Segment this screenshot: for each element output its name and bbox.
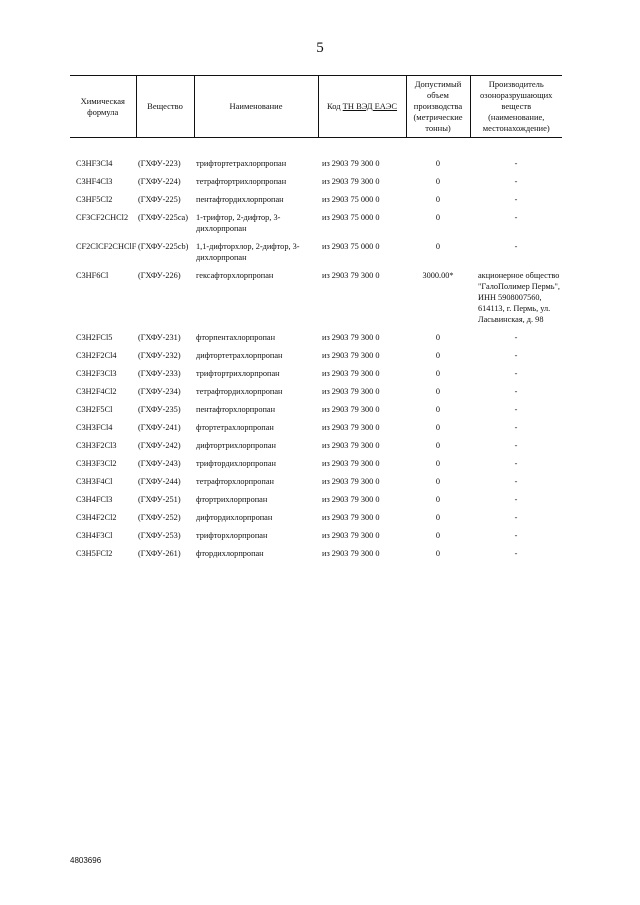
cell-name: дифтортетрахлорпропан xyxy=(196,351,283,360)
cell-code: из 2903 79 300 0 xyxy=(322,477,380,486)
table-row xyxy=(70,176,562,194)
cell-name: 1-трифтор, 2-дифтор, 3-дихлорпропан xyxy=(196,213,281,233)
cell-code: из 2903 79 300 0 xyxy=(322,333,380,342)
cell-producer: - xyxy=(514,213,518,222)
cell-formula: C3HF6Cl xyxy=(76,271,109,280)
cell-name: трифторхлорпропан xyxy=(196,531,268,540)
cell-producer: - xyxy=(514,549,518,558)
substances-table-wrapper xyxy=(70,75,562,566)
cell-substance: (ГХФУ-223) xyxy=(138,159,181,168)
cell-producer: - xyxy=(514,423,518,432)
cell-formula: CF3CF2CHCl2 xyxy=(76,213,129,222)
cell-volume: 0 xyxy=(435,177,441,186)
cell-name: 1,1-дифторхлор, 2-дифтор, 3-дихлорпропан xyxy=(196,242,300,262)
cell-code: из 2903 79 300 0 xyxy=(322,177,380,186)
cell-volume: 0 xyxy=(435,513,441,522)
table-row xyxy=(70,194,562,212)
cell-producer: акционерное общество "ГалоПолимер Пермь", ИНН 5908007560, 614113, г. Пермь, ул. Ласьвинская, д. 98 xyxy=(478,271,560,324)
cell-code: из 2903 79 300 0 xyxy=(322,513,380,522)
cell-code: из 2903 79 300 0 xyxy=(322,441,380,450)
table-row xyxy=(70,158,562,176)
cell-volume: 0 xyxy=(435,477,441,486)
page-number: 5 xyxy=(316,40,324,56)
cell-volume: 0 xyxy=(435,405,441,414)
cell-name: фторпентахлорпропан xyxy=(196,333,276,342)
table-row xyxy=(70,332,562,350)
cell-producer: - xyxy=(514,333,518,342)
cell-formula: C3H2FCl5 xyxy=(76,333,113,342)
cell-formula: C3H3F4Cl xyxy=(76,477,113,486)
table-row xyxy=(70,440,562,458)
table-row xyxy=(70,476,562,494)
cell-formula: C3H3F2Cl3 xyxy=(76,441,117,450)
cell-formula: C3HF4Cl3 xyxy=(76,177,113,186)
cell-formula: C3HF5Cl2 xyxy=(76,195,113,204)
table-row xyxy=(70,548,562,566)
cell-name: фтортрихлорпропан xyxy=(196,495,268,504)
cell-producer: - xyxy=(514,369,518,378)
cell-producer: - xyxy=(514,477,518,486)
cell-name: дифтордихлорпропан xyxy=(196,513,273,522)
cell-substance: (ГХФУ-243) xyxy=(138,459,181,468)
cell-name: фтордихлорпропан xyxy=(196,549,264,558)
cell-producer: - xyxy=(514,513,518,522)
cell-producer: - xyxy=(514,159,518,168)
cell-producer: - xyxy=(514,459,518,468)
cell-producer: - xyxy=(514,242,518,251)
cell-formula: C3H2F3Cl3 xyxy=(76,369,117,378)
cell-producer: - xyxy=(514,531,518,540)
cell-code: из 2903 75 000 0 xyxy=(322,213,380,222)
cell-code: из 2903 79 300 0 xyxy=(322,423,380,432)
cell-code: из 2903 79 300 0 xyxy=(322,387,380,396)
table-header-row xyxy=(70,76,562,138)
header-producer: Производитель озоноразрушающих веществ (наименование, местонахождение) xyxy=(470,76,562,138)
cell-formula: C3H5FCl2 xyxy=(76,549,113,558)
cell-volume: 0 xyxy=(435,531,441,540)
cell-code: из 2903 79 300 0 xyxy=(322,459,380,468)
table-row xyxy=(70,386,562,404)
cell-substance: (ГХФУ-233) xyxy=(138,369,181,378)
cell-producer: - xyxy=(514,387,518,396)
cell-name: трифтортрихлорпропан xyxy=(196,369,280,378)
cell-volume: 0 xyxy=(435,549,441,558)
table-row xyxy=(70,494,562,512)
header-name: Наименование xyxy=(194,76,318,138)
cell-substance: (ГХФУ-252) xyxy=(138,513,181,522)
cell-name: дифтортрихлорпропан xyxy=(196,441,276,450)
cell-substance: (ГХФУ-242) xyxy=(138,441,181,450)
cell-substance: (ГХФУ-253) xyxy=(138,531,181,540)
cell-substance: (ГХФУ-251) xyxy=(138,495,181,504)
header-code xyxy=(318,76,406,138)
cell-volume: 0 xyxy=(435,159,441,168)
cell-substance: (ГХФУ-234) xyxy=(138,387,181,396)
cell-substance: (ГХФУ-235) xyxy=(138,405,181,414)
cell-volume: 0 xyxy=(435,441,441,450)
cell-name: трифтортетрахлорпропан xyxy=(196,159,287,168)
cell-name: тетрафторхлорпропан xyxy=(196,477,274,486)
cell-code: из 2903 79 300 0 xyxy=(322,369,380,378)
cell-name: пентафтордихлорпропан xyxy=(196,195,284,204)
header-substance: Вещество xyxy=(136,76,194,138)
cell-name: пентафторхлорпропан xyxy=(196,405,276,414)
cell-name: фтортетрахлорпропан xyxy=(196,423,274,432)
cell-substance: (ГХФУ-232) xyxy=(138,351,181,360)
cell-producer: - xyxy=(514,441,518,450)
cell-producer: - xyxy=(514,351,518,360)
cell-producer: - xyxy=(514,195,518,204)
cell-code: из 2903 75 000 0 xyxy=(322,242,380,251)
cell-volume: 0 xyxy=(435,333,441,342)
cell-code: из 2903 79 300 0 xyxy=(322,271,380,280)
header-code-prefix: Код xyxy=(326,101,343,111)
cell-substance: (ГХФУ-231) xyxy=(138,333,181,342)
cell-substance: (ГХФУ-261) xyxy=(138,549,181,558)
substances-table xyxy=(70,75,562,566)
table-row xyxy=(70,458,562,476)
cell-name: тетрафтордихлорпропан xyxy=(196,387,283,396)
table-body xyxy=(70,138,562,567)
table-row xyxy=(70,404,562,422)
cell-formula: C3H2F5Cl xyxy=(76,405,113,414)
cell-name: тетрафтортрихлорпропан xyxy=(196,177,287,186)
cell-formula: C3H3FCl4 xyxy=(76,423,113,432)
cell-volume: 0 xyxy=(435,369,441,378)
cell-formula: C3H3F3Cl2 xyxy=(76,459,117,468)
cell-volume: 0 xyxy=(435,213,441,222)
cell-code: из 2903 79 300 0 xyxy=(322,405,380,414)
table-row xyxy=(70,241,562,270)
table-row xyxy=(70,530,562,548)
cell-producer: - xyxy=(514,495,518,504)
cell-formula: C3H4F3Cl xyxy=(76,531,113,540)
cell-volume: 0 xyxy=(435,423,441,432)
cell-substance: (ГХФУ-226) xyxy=(138,271,181,280)
cell-formula: C3H2F4Cl2 xyxy=(76,387,117,396)
cell-substance: (ГХФУ-244) xyxy=(138,477,181,486)
cell-volume: 0 xyxy=(435,351,441,360)
cell-code: из 2903 79 300 0 xyxy=(322,351,380,360)
cell-volume: 0 xyxy=(435,495,441,504)
table-row xyxy=(70,350,562,368)
table-row xyxy=(70,212,562,241)
table-row xyxy=(70,368,562,386)
cell-code: из 2903 79 300 0 xyxy=(322,549,380,558)
cell-volume: 3000.00* xyxy=(422,271,454,280)
table-row xyxy=(70,270,562,332)
header-volume: Допустимый объем производства (метрические тонны) xyxy=(406,76,470,138)
cell-formula: C3H4FCl3 xyxy=(76,495,113,504)
table-row xyxy=(70,422,562,440)
cell-substance: (ГХФУ-225cb) xyxy=(138,242,189,251)
cell-producer: - xyxy=(514,177,518,186)
cell-volume: 0 xyxy=(435,387,441,396)
cell-volume: 0 xyxy=(435,459,441,468)
cell-code: из 2903 75 000 0 xyxy=(322,195,380,204)
cell-volume: 0 xyxy=(435,195,441,204)
cell-substance: (ГХФУ-225ca) xyxy=(138,213,188,222)
cell-code: из 2903 79 300 0 xyxy=(322,159,380,168)
cell-formula: C3HF3Cl4 xyxy=(76,159,113,168)
cell-substance: (ГХФУ-225) xyxy=(138,195,181,204)
cell-substance: (ГХФУ-224) xyxy=(138,177,181,186)
cell-producer: - xyxy=(514,405,518,414)
table-spacer-row xyxy=(70,138,562,159)
cell-code: из 2903 79 300 0 xyxy=(322,531,380,540)
spacer-cell xyxy=(70,138,562,159)
cell-substance: (ГХФУ-241) xyxy=(138,423,181,432)
header-formula: Химическая формула xyxy=(70,76,136,138)
table-row xyxy=(70,512,562,530)
cell-name: трифтордихлорпропан xyxy=(196,459,276,468)
cell-volume: 0 xyxy=(435,242,441,251)
cell-formula: CF2ClCF2CHClF xyxy=(76,242,137,251)
cell-code: из 2903 79 300 0 xyxy=(322,495,380,504)
cell-formula: C3H4F2Cl2 xyxy=(76,513,117,522)
document-number: 4803696 xyxy=(70,856,102,865)
cell-formula: C3H2F2Cl4 xyxy=(76,351,117,360)
header-code-underlined: ТН ВЭД ЕАЭС xyxy=(342,101,398,111)
cell-name: гексафторхлорпропан xyxy=(196,271,274,280)
